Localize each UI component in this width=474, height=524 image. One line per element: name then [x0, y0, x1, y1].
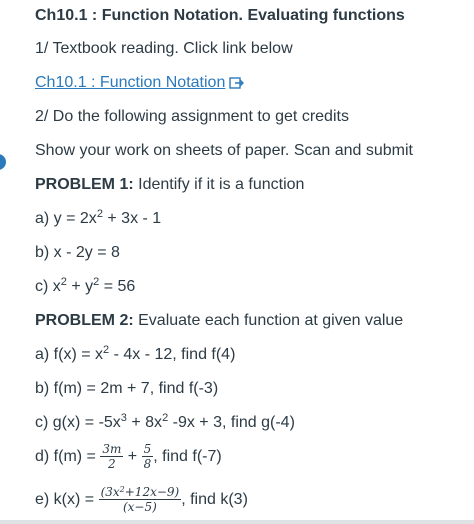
problem-1-heading: [35, 175, 304, 195]
horizontal-scrollbar[interactable]: [0, 520, 474, 524]
textbook-link[interactable]: [35, 73, 245, 96]
fraction-5-over-8: $\frac{5}{8}$: [143, 442, 152, 472]
problem-2-heading: [35, 311, 403, 331]
instructions-text: Show your work on sheets of paper. Scan and submit: [35, 142, 413, 159]
problem-2a: a) $f(x) = x^2 - 4x - 12$, find f(4): [35, 344, 236, 363]
textbook-link-label[interactable]: Ch10.1 : Function Notation: [35, 74, 226, 91]
problem-2d: d) f(m) = $\frac{3m}{2}$ + $\frac{5}{8}$ , find f(-7): [35, 442, 222, 472]
problem-1a: a) $y = 2x^2 + 3x - 1$: [35, 208, 162, 227]
external-link-icon: [229, 76, 245, 96]
problem-2-label: PROBLEM 2:: [35, 312, 134, 329]
problem-1c: c) $x^2 + y^2 = 56$: [35, 276, 136, 295]
problem-1-text: Identify if it is a function: [133, 176, 305, 193]
problem-2e: e) k(x) = $\frac{(3x^2+12x-9)}{(x-5)}$ , find k(3): [35, 485, 248, 515]
problem-2b: b) f(m) = 2m + 7, find f(-3): [35, 380, 219, 397]
step-2-text: 2/ Do the following assignment to get credits: [35, 108, 349, 125]
fraction-rational-expression: $\frac{(3x^2+12x-9)}{(x-5)}$: [100, 485, 180, 515]
problem-1-label: PROBLEM 1:: [35, 176, 134, 193]
page-title: Ch10.1 : Function Notation. Evaluating functions: [35, 7, 405, 24]
problem-1b: b) x - 2y = 8: [35, 244, 120, 261]
problem-2c: c) $g(x) = -5x^3 + 8x^2$ -9x + 3, find g(-4): [35, 412, 295, 431]
problem-2-text: Evaluate each function at given value: [133, 312, 404, 329]
step-1-text: 1/ Textbook reading. Click link below: [35, 40, 293, 57]
side-indicator: [0, 154, 6, 170]
fraction-3m-over-2: $\frac{3m}{2}$: [102, 442, 122, 472]
